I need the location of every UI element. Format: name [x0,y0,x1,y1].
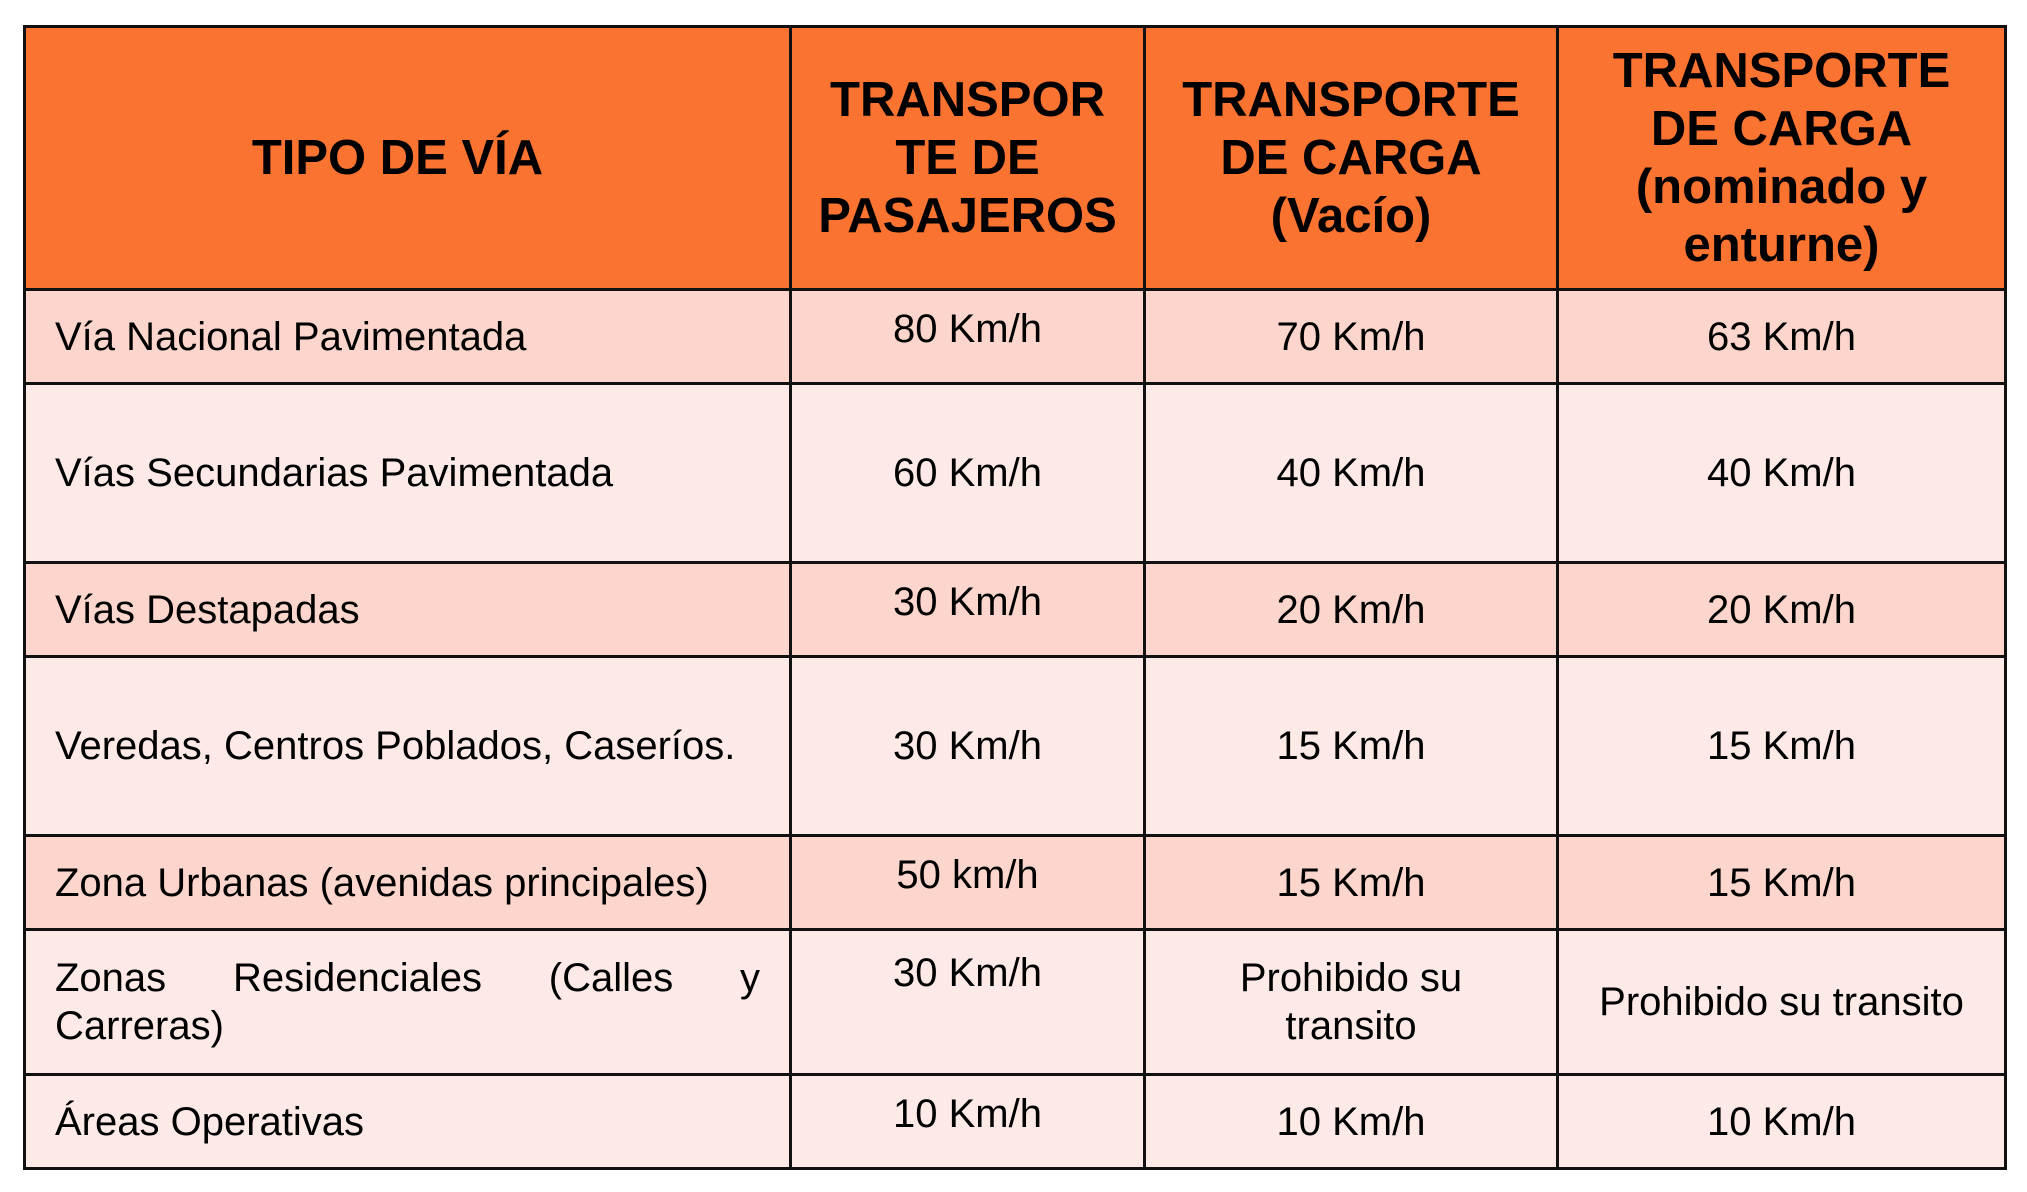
header-label: TRANSPORTE DE CARGA (Vacío) [1182,73,1520,243]
table-row [25,563,2006,657]
passenger-speed-cell: 30 Km/h [791,930,1145,1075]
cargo-empty-speed-cell: 20 Km/h [1145,563,1558,657]
cell-value: 30 Km/h [893,579,1042,624]
header-tipo-de-via [25,27,791,290]
cargo-loaded-speed-cell: Prohibido su transito [1558,930,2006,1075]
road-type-cell: Zonas Residenciales (Calles y Carreras) [25,930,791,1075]
passenger-speed-cell [791,290,1145,384]
table-row [25,290,2006,384]
cargo-empty-speed-cell: Prohibido su transito [1145,930,1558,1075]
header-transporte-carga-nominado [1558,27,2006,290]
table-row [25,930,2006,1075]
speed-limits-table [23,25,2007,1170]
passenger-speed-cell: 30 Km/h [791,657,1145,836]
cargo-loaded-speed-cell: 40 Km/h [1558,384,2006,563]
passenger-speed-cell [791,563,1145,657]
table-row [25,836,2006,930]
passenger-speed-cell [791,836,1145,930]
passenger-speed-cell [791,1075,1145,1169]
header-label: TIPO DE VÍA [251,131,544,185]
cargo-empty-speed-cell: 10 Km/h [1145,1075,1558,1169]
cell-value: 50 km/h [896,852,1039,897]
cargo-loaded-speed-cell: 10 Km/h [1558,1075,2006,1169]
cargo-empty-speed-cell: 40 Km/h [1145,384,1558,563]
road-type-cell: Vías Destapadas [25,563,791,657]
header-transporte-pasajeros [791,27,1145,290]
table-row [25,384,2006,563]
cargo-empty-speed-cell: 15 Km/h [1145,836,1558,930]
header-label: TRANSPORTE DE CARGA (nominado y enturne) [1612,44,1951,272]
road-type-cell: Vía Nacional Pavimentada [25,290,791,384]
road-type-cell: Zona Urbanas (avenidas principales) [25,836,791,930]
cargo-loaded-speed-cell: 63 Km/h [1558,290,2006,384]
cargo-empty-speed-cell: 15 Km/h [1145,657,1558,836]
cargo-loaded-speed-cell: 20 Km/h [1558,563,2006,657]
cell-value: 10 Km/h [893,1091,1042,1136]
road-type-cell: Áreas Operativas [25,1075,791,1169]
cargo-loaded-speed-cell: 15 Km/h [1558,836,2006,930]
header-label: TRANSPOR TE DE PASAJEROS [818,73,1117,243]
table-row [25,657,2006,836]
header-row [25,27,2006,290]
road-type-cell: Vías Secundarias Pavimentada [25,384,791,563]
header-transporte-carga-vacio [1145,27,1558,290]
cargo-loaded-speed-cell: 15 Km/h [1558,657,2006,836]
cargo-empty-speed-cell: 70 Km/h [1145,290,1558,384]
passenger-speed-cell: 60 Km/h [791,384,1145,563]
table-row [25,1075,2006,1169]
road-type-cell: Veredas, Centros Poblados, Caseríos. [25,657,791,836]
cell-value: 80 Km/h [893,306,1042,351]
